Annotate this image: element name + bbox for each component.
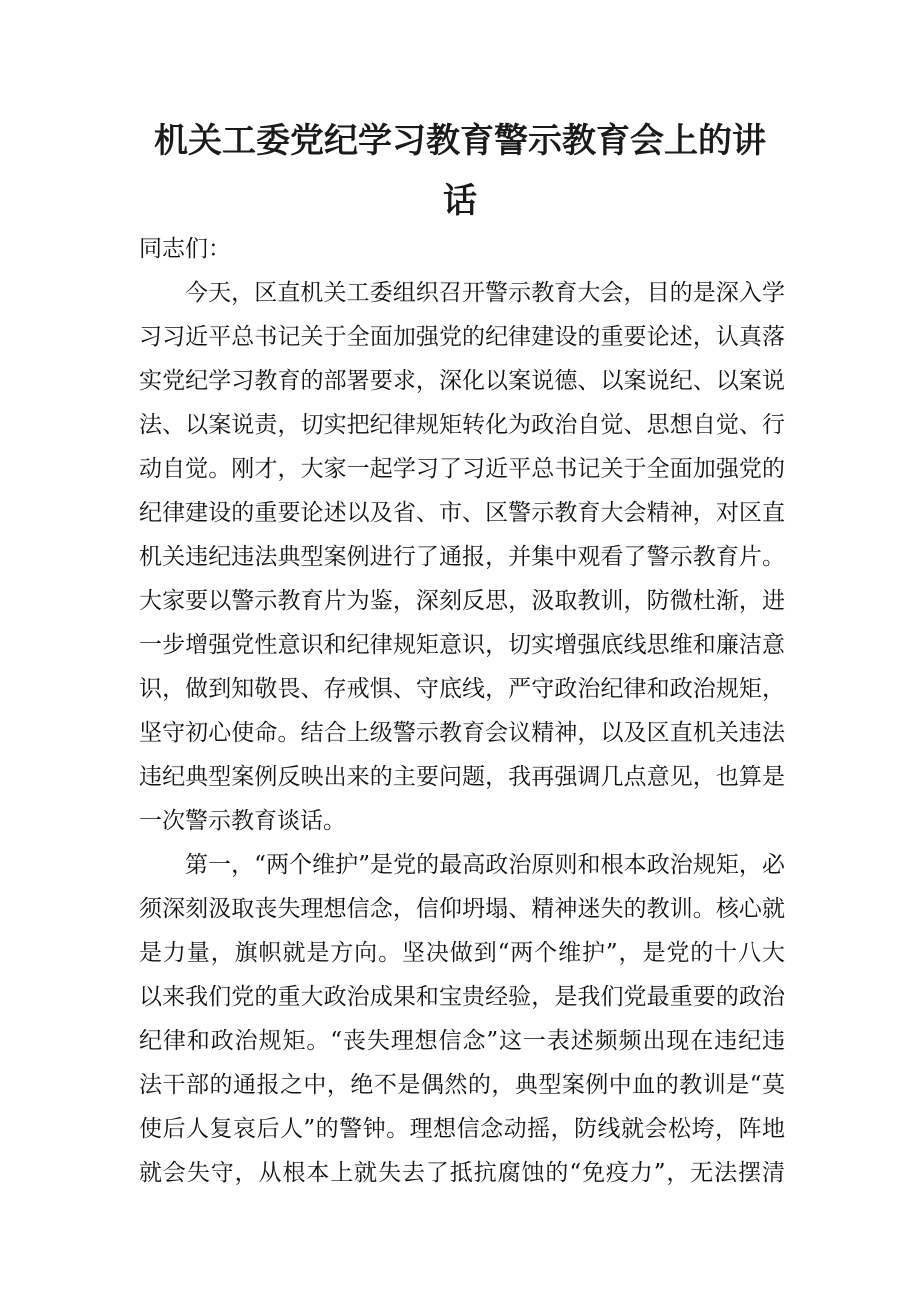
paragraph-1-line: 坚守初心使命。结合上级警示教育会议精神，以及区直机关违法 [139, 720, 785, 746]
paragraph-1-line: 大家要以警示教育片为鉴，深刻反思，汲取教训，防微杜渐，进 [139, 588, 785, 614]
paragraph-1-line: 习习近平总书记关于全面加强党的纪律建设的重要论述，认真落 [139, 324, 785, 350]
paragraph-2-line: 法干部的通报之中，绝不是偶然的，典型案例中血的教训是“莫 [139, 1072, 785, 1098]
document-title-line-1: 机关工委党纪学习教育警示教育会上的讲 [154, 121, 766, 161]
paragraph-2-line: 是力量，旗帜就是方向。坚决做到“两个维护”，是党的十八大 [139, 940, 785, 966]
paragraph-2-line: 以来我们党的重大政治成果和宝贵经验，是我们党最重要的政治 [139, 984, 785, 1010]
paragraph-2-line: 第一，“两个维护”是党的最高政治原则和根本政治规矩，必 [185, 852, 785, 878]
paragraph-2-line: 就会失守，从根本上就失去了抵抗腐蚀的“免疫力”，无法摆清 [139, 1160, 785, 1186]
paragraph-1-line: 识，做到知敬畏、存戒惧、守底线，严守政治纪律和政治规矩， [139, 676, 785, 702]
paragraph-2-line: 使后人复哀后人”的警钟。理想信念动摇，防线就会松垮，阵地 [139, 1116, 785, 1142]
paragraph-1-line: 纪律建设的重要论述以及省、市、区警示教育大会精神，对区直 [139, 500, 785, 526]
document-title-line-2: 话 [443, 181, 477, 221]
paragraph-1-line: 违纪典型案例反映出来的主要问题，我再强调几点意见，也算是 [139, 764, 785, 790]
paragraph-1-line: 法、以案说责，切实把纪律规矩转化为政治自觉、思想自觉、行 [139, 412, 785, 438]
paragraph-1-line: 今天，区直机关工委组织召开警示教育大会，目的是深入学 [185, 280, 785, 306]
greeting: 同志们： [139, 236, 231, 262]
paragraph-1-line: 机关违纪违法典型案例进行了通报，并集中观看了警示教育片。 [139, 544, 785, 570]
paragraph-1-line: 一步增强党性意识和纪律规矩意识，切实增强底线思维和廉洁意 [139, 632, 785, 658]
paragraph-2-line: 纪律和政治规矩。“丧失理想信念”这一表述频频出现在违纪违 [139, 1028, 785, 1054]
paragraph-1-line: 动自觉。刚才，大家一起学习了习近平总书记关于全面加强党的 [139, 456, 785, 482]
paragraph-2-line: 须深刻汲取丧失理想信念，信仰坍塌、精神迷失的教训。核心就 [139, 896, 785, 922]
paragraph-1-line: 实党纪学习教育的部署要求，深化以案说德、以案说纪、以案说 [139, 368, 785, 394]
paragraph-1-line: 一次警示教育谈话。 [139, 808, 346, 834]
